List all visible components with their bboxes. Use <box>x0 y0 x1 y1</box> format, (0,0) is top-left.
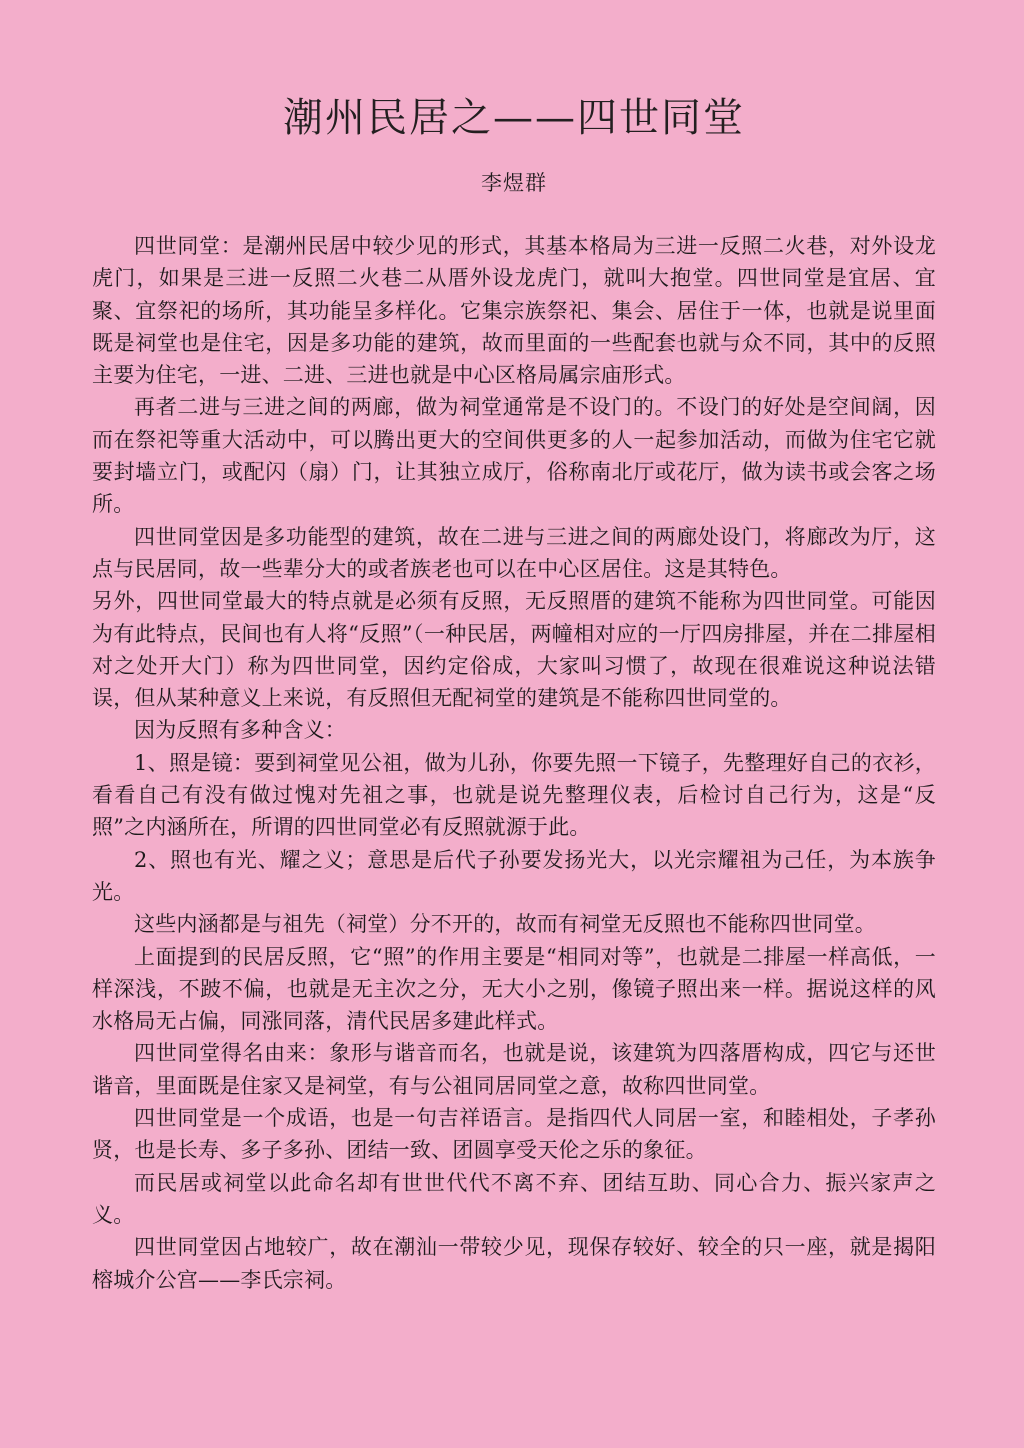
paragraph: 四世同堂因是多功能型的建筑，故在二进与三进之间的两廊处设门，将廊改为厅，这点与民居同，故一些辈分大的或者族老也可以在中心区居住。这是其特色。 <box>92 524 936 581</box>
paragraph-list-item: 2、照也有光、耀之义；意思是后代子孙要发扬光大，以光宗耀祖为己任，为本族争光。 <box>92 847 936 904</box>
paragraph: 四世同堂：是潮州民居中较少见的形式，其基本格局为三进一反照二火巷，对外设龙虎门，如果是三进一反照二火巷二从厝外设龙虎门，就叫大抱堂。四世同堂是宜居、宜聚、宜祭祀的场所，其功能呈多样化。它集宗族祭祀、集会、居住于一体，也就是说里面既是祠堂也是住宅，因是多功能的建筑，故而里面的一些配套也就与众不同，其中的反照主要为住宅，一进、二进、三进也就是中心区格局属宗庙形式。 <box>92 234 936 388</box>
paragraph: 上面提到的民居反照，它“照”的作用主要是“相同对等”，也就是二排屋一样高低，一样深浅，不跛不偏，也就是无主次之分，无大小之别，像镜子照出来一样。据说这样的风水格局无占偏，同涨同落，清代民居多建此样式。 <box>92 944 936 1034</box>
paragraph: 再者二进与三进之间的两廊，做为祠堂通常是不设门的。不设门的好处是空间阔，因而在祭祀等重大活动中，可以腾出更大的空间供更多的人一起参加活动，而做为住宅它就要封墙立门，或配闪（扇）门，让其独立成厅，俗称南北厅或花厅，做为读书或会客之场所。 <box>92 395 936 517</box>
article <box>92 90 936 1296</box>
article-title: 潮州民居之——四世同堂 <box>283 95 745 141</box>
article-author: 李煜群 <box>481 171 547 195</box>
paragraph: 而民居或祠堂以此命名却有世世代代不离不弃、团结互助、同心合力、振兴家声之义。 <box>92 1170 936 1227</box>
article-body <box>92 230 936 1296</box>
paragraph-list-item: 1、照是镜：要到祠堂见公祖，做为儿孙，你要先照一下镜子，先整理好自己的衣衫，看看自己有没有做过愧对先祖之事，也就是说先整理仪表，后检讨自己行为，这是“反照”之内涵所在，所谓的四世同堂必有反照就源于此。 <box>92 750 936 840</box>
paragraph: 四世同堂是一个成语，也是一句吉祥语言。是指四代人同居一室，和睦相处，子孝孙贤，也是长寿、多子多孙、团结一致、团圆享受天伦之乐的象征。 <box>92 1106 936 1163</box>
paragraph: 四世同堂因占地较广，故在潮汕一带较少见，现保存较好、较全的只一座，就是揭阳榕城介公宫——李氏宗祠。 <box>92 1235 936 1292</box>
paragraph: 四世同堂得名由来：象形与谐音而名，也就是说，该建筑为四落厝构成，四它与还世谐音，里面既是住家又是祠堂，有与公祖同居同堂之意，故称四世同堂。 <box>92 1041 936 1098</box>
paragraph: 这些内涵都是与祖先（祠堂）分不开的，故而有祠堂无反照也不能称四世同堂。 <box>134 912 876 937</box>
paragraph: 因为反照有多种含义： <box>134 718 346 743</box>
paragraph: 另外，四世同堂最大的特点就是必须有反照，无反照厝的建筑不能称为四世同堂。可能因为有此特点，民间也有人将“反照”（一种民居，两幢相对应的一厅四房排屋，并在二排屋相对之处开大门）称为四世同堂，因约定俗成，大家叫习惯了，故现在很难说这种说法错误，但从某种意义上来说，有反照但无配祠堂的建筑是不能称四世同堂的。 <box>92 589 936 711</box>
